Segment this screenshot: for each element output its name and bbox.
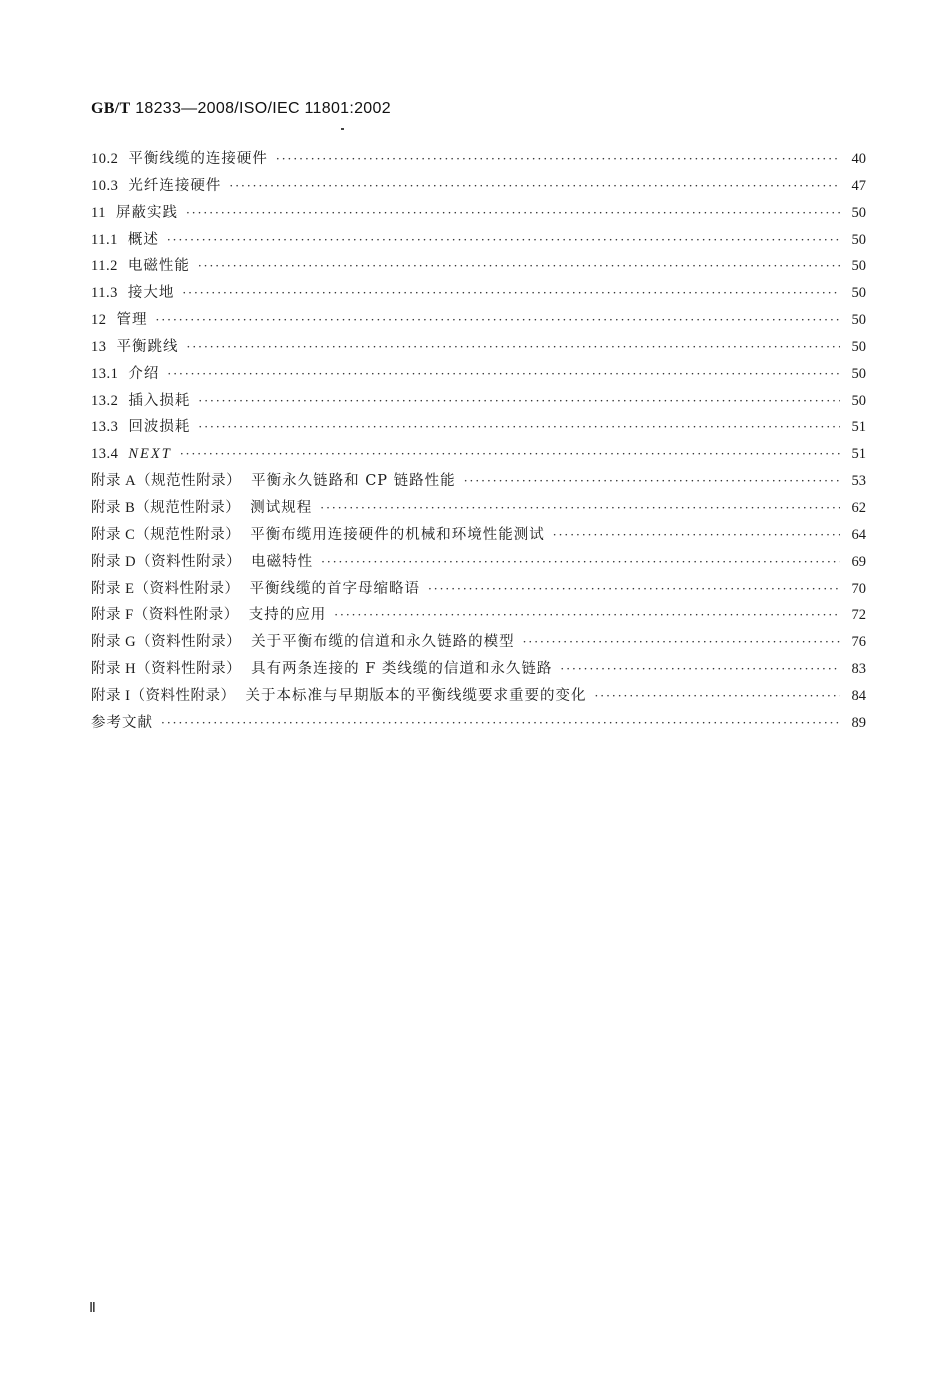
dot-leader [320,495,840,522]
toc-entry-annex-d[interactable] [91,549,866,576]
page-number: Ⅱ [89,1301,96,1316]
toc-entry-title: 关于本标准与早期版本的平衡线缆要求重要的变化 [245,687,587,704]
dot-leader [594,683,840,710]
toc-entry-number: 13.3 [91,419,119,436]
toc-entry-11-2[interactable] [91,253,866,280]
toc-entry-title: 插入损耗 [128,392,191,409]
toc-entry-page: 47 [851,177,866,194]
toc-entry-page: 50 [851,365,866,382]
dot-leader [560,656,840,683]
toc-entry-title: 光纤连接硬件 [128,177,222,194]
toc-entry-13-4[interactable] [91,441,866,468]
dot-leader [321,549,840,576]
dot-leader [186,200,840,227]
toc-entry-number: 13 [91,338,107,355]
toc-entry-title: 电磁特性 [251,553,314,570]
toc-entry-page: 69 [851,553,866,570]
toc-entry-title: 概述 [127,231,159,248]
toc-entry-page: 53 [851,473,866,490]
toc-entry-annex-a[interactable] [91,468,866,495]
scan-speck [341,128,344,130]
toc-entry-page: 50 [851,258,866,275]
toc-entry-title: 管理 [116,312,148,329]
toc-entry-title: 参考文献 [91,714,153,731]
toc-entry-number: 11.3 [91,285,118,302]
toc-entry-title: 介绍 [128,365,160,382]
toc-entry-title: NEXT [128,446,172,463]
toc-entry-bibliography[interactable] [91,710,866,737]
toc-entry-number: 10.2 [91,151,119,167]
toc-entry-13-3[interactable] [91,414,866,441]
toc-entry-number: 附录 D（资料性附录） [91,553,242,570]
toc-entry-page: 83 [851,661,866,678]
toc-entry-title: 平衡线缆的首字母缩略语 [249,580,420,597]
toc-entry-annex-f[interactable] [91,602,866,629]
toc-entry-page: 50 [851,231,866,248]
toc-entry-page: 50 [851,392,866,409]
toc-entry-title: 电磁性能 [127,258,190,275]
toc-entry-number: 附录 C（规范性附录） [91,526,241,543]
dot-leader [523,629,840,656]
toc-entry-10-2[interactable] [91,146,866,173]
toc-entry-13-2[interactable] [91,388,866,415]
dot-leader [187,334,841,361]
toc-entry-11-1[interactable] [91,227,866,254]
toc-entry-number: 13.2 [91,392,119,409]
standard-prefix: GB/T [91,100,131,117]
toc-entry-number: 12 [91,312,107,329]
dot-leader [182,280,840,307]
toc-entry-title: 回波损耗 [128,419,191,436]
toc-entry-11-3[interactable] [91,280,866,307]
toc-entry-11[interactable] [91,200,866,227]
toc-entry-title: 接大地 [127,285,175,302]
dot-leader [198,388,840,415]
toc-entry-page: 70 [851,580,866,597]
toc-entry-page: 50 [851,285,866,302]
toc-entry-page: 62 [851,499,866,516]
toc-entry-page: 40 [851,151,866,167]
toc-entry-number: 13.1 [91,365,119,382]
toc-entry-title: 具有两条连接的 F 类线缆的信道和永久链路 [251,661,553,678]
toc-entry-number: 附录 E（资料性附录） [91,580,240,597]
toc-entry-number: 10.3 [91,177,119,194]
dot-leader [198,253,840,280]
dot-leader [167,361,840,388]
toc-entry-number: 附录 B（规范性附录） [91,499,241,516]
table-of-contents [91,146,866,737]
dot-leader [229,173,840,200]
toc-entry-number: 附录 F（资料性附录） [91,607,239,624]
dot-leader [161,710,840,737]
toc-entry-page: 72 [851,607,866,624]
toc-entry-page: 50 [851,204,866,221]
toc-entry-annex-c[interactable] [91,522,866,549]
dot-leader [198,414,840,441]
toc-entry-12[interactable] [91,307,866,334]
toc-entry-title: 平衡布缆用连接硬件的机械和环境性能测试 [250,526,545,543]
toc-entry-title: 平衡线缆的连接硬件 [128,151,268,167]
toc-entry-page: 51 [851,419,866,436]
toc-entry-annex-e[interactable] [91,576,866,603]
toc-entry-13[interactable] [91,334,866,361]
toc-entry-page: 84 [851,687,866,704]
toc-entry-title: 支持的应用 [248,607,327,624]
dot-leader [334,602,840,629]
dot-leader [464,468,840,495]
toc-entry-number: 附录 H（资料性附录） [91,661,242,678]
dot-leader [156,307,841,334]
document-header [91,100,391,118]
toc-entry-annex-i[interactable] [91,683,866,710]
toc-entry-annex-h[interactable] [91,656,866,683]
toc-entry-number: 13.4 [91,446,119,463]
toc-entry-title: 测试规程 [250,499,313,516]
toc-entry-annex-g[interactable] [91,629,866,656]
toc-entry-number: 11 [91,204,106,221]
toc-entry-title: 屏蔽实践 [115,204,178,221]
toc-entry-page: 76 [851,634,866,651]
toc-entry-page: 89 [851,714,866,731]
standard-number: 18233—2008/ISO/IEC 11801:2002 [135,100,391,117]
toc-entry-title: 平衡永久链路和 CP 链路性能 [251,473,456,490]
dot-leader [180,441,840,468]
toc-entry-number: 附录 G（资料性附录） [91,634,242,651]
dot-leader [428,576,840,603]
toc-entry-page: 64 [851,526,866,543]
dot-leader [276,146,840,173]
toc-entry-page: 50 [851,312,866,329]
toc-entry-annex-b[interactable] [91,495,866,522]
toc-entry-title: 关于平衡布缆的信道和永久链路的模型 [251,634,515,651]
toc-entry-number: 附录 A（规范性附录） [91,473,242,490]
toc-entry-title: 平衡跳线 [116,338,179,355]
toc-entry-10-3[interactable] [91,173,866,200]
dot-leader [553,522,840,549]
toc-entry-number: 11.1 [91,231,118,248]
toc-entry-page: 51 [851,446,866,463]
toc-entry-page: 50 [851,338,866,355]
toc-entry-number: 附录 I（资料性附录） [91,687,236,704]
toc-entry-number: 11.2 [91,258,118,275]
dot-leader [167,227,840,254]
toc-entry-13-1[interactable] [91,361,866,388]
